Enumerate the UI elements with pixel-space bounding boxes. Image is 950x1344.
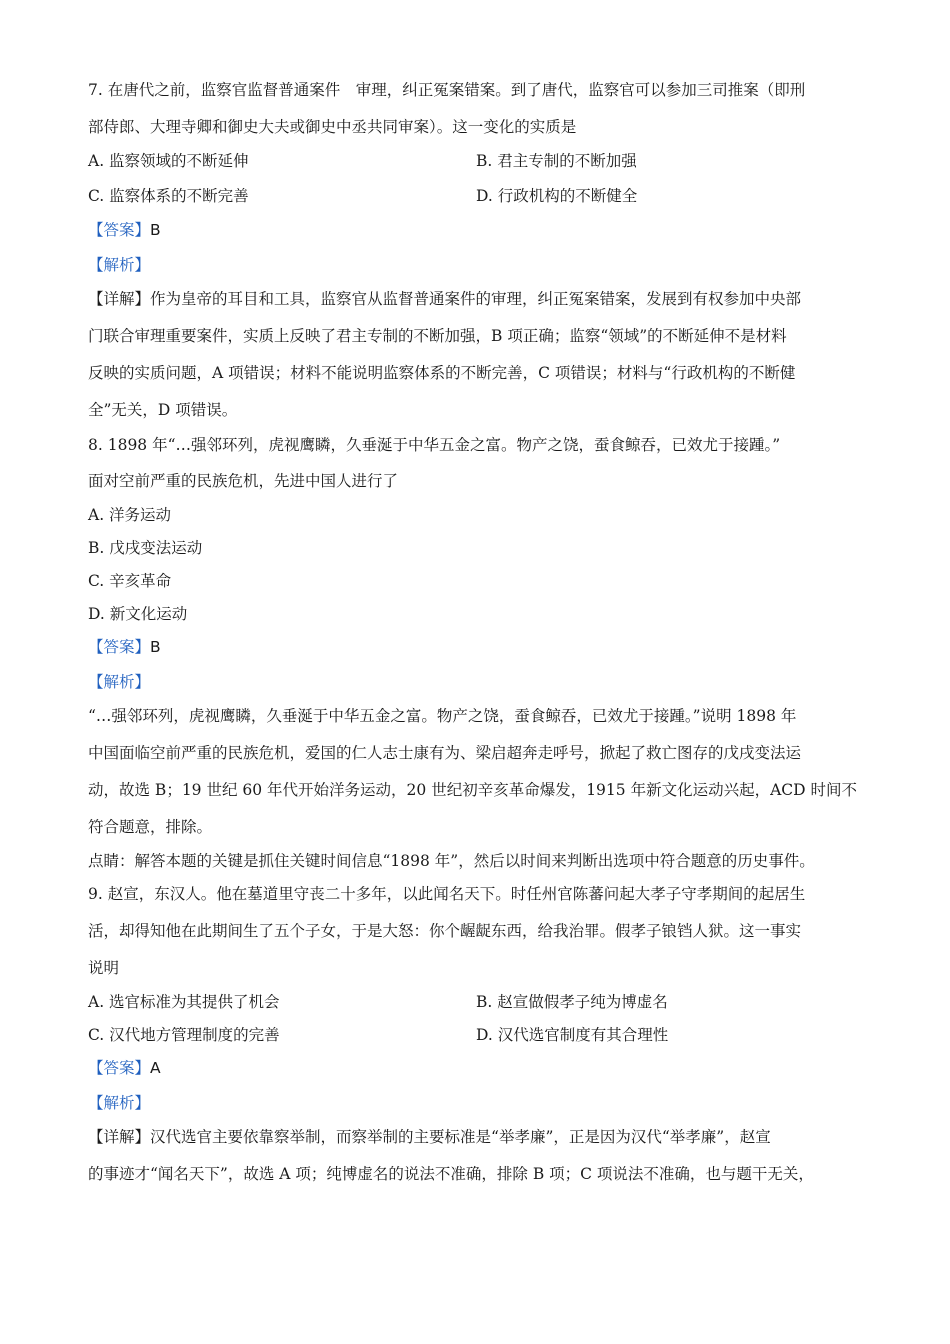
answer-tag: 【答案】: [88, 1059, 151, 1077]
q9-detail-line-2: 的事迹才“闻名天下”，故选 A 项；纯博虚名的说法不准确，排除 B 项；C 项说法不准确，也与题干无关，: [88, 1165, 814, 1183]
q8-analysis-line-3: 动，故选 B；19 世纪 60 年代开始洋务运动，20 世纪初辛亥革命爆发，1915 年新文化运动兴起，ACD 时间不: [88, 781, 857, 799]
q9-stem-line-3: 说明: [88, 959, 120, 977]
q9-option-d: D. 汉代选官制度有其合理性: [476, 1026, 669, 1044]
analysis-tag: 【解析】: [88, 256, 151, 274]
q8-option-b: B. 戊戌变法运动: [88, 539, 203, 557]
q9-analysis-heading: [88, 1093, 150, 1113]
q9-answer: [88, 1058, 161, 1078]
q7-option-d: D. 行政机构的不断健全: [476, 187, 638, 205]
q7-option-c: C. 监察体系的不断完善: [88, 187, 249, 205]
q7-stem-line-1: 7. 在唐代之前，监察官监督普通案件 审理，纠正冤案错案。到了唐代，监察官可以参加三司推案（即刑: [88, 81, 806, 99]
analysis-tag: 【解析】: [88, 673, 151, 691]
analysis-tag: 【解析】: [88, 1094, 151, 1112]
detail-text: 汉代选官主要依靠察举制，而察举制的主要标准是“举孝廉”，正是因为汉代“举孝廉”，赵宣: [150, 1128, 771, 1146]
q7-stem-line-2: 部侍郎、大理寺卿和御史大夫或御史中丞共同审案）。这一变化的实质是: [88, 118, 577, 136]
q9-stem-line-1: 9. 赵宣，东汉人。他在墓道里守丧二十多年，以此闻名天下。时任州官陈蕃问起大孝子守孝期间的起居生: [88, 885, 806, 903]
answer-tag: 【答案】: [88, 638, 151, 656]
q7-detail-line-3: 反映的实质问题，A 项错误；材料不能说明监察体系的不断完善，C 项错误；材料与“行政机构的不断健: [88, 364, 796, 382]
q8-analysis-line-1: “…强邻环列，虎视鹰瞵，久垂涎于中华五金之富。物产之饶，蚕食鲸吞，已效尤于接踵。”说明 1898 年: [88, 707, 797, 725]
answer-value: B: [150, 638, 161, 656]
q7-analysis-heading: [88, 255, 150, 275]
q7-detail-line-4: 全”无关，D 项错误。: [88, 401, 238, 419]
q9-stem-line-2: 活，却得知他在此期间生了五个子女，于是大怒：你个龌龊东西，给我治罪。假孝子锒铛人狱。这一事实: [88, 922, 802, 940]
answer-value: A: [150, 1059, 161, 1077]
q8-option-c: C. 辛亥革命: [88, 572, 172, 590]
q8-option-a: A. 洋务运动: [88, 506, 172, 524]
q9-option-c: C. 汉代地方管理制度的完善: [88, 1026, 280, 1044]
q8-stem-line-1: 8. 1898 年“…强邻环列，虎视鹰瞵，久垂涎于中华五金之富。物产之饶，蚕食鲸吞，已效尤于接踵。”: [88, 436, 781, 454]
q7-answer: [88, 220, 161, 240]
q9-detail-line-1: [88, 1127, 771, 1147]
answer-tag: 【答案】: [88, 221, 151, 239]
answer-value: B: [150, 221, 161, 239]
detail-text: 作为皇帝的耳目和工具，监察官从监督普通案件的审理，纠正冤案错案，发展到有权参加中央部: [150, 290, 802, 308]
q8-comment: 点睛：解答本题的关键是抓住关键时间信息“1898 年”，然后以时间来判断出选项中符合题意的历史事件。: [88, 852, 815, 870]
detail-tag: 【详解】: [88, 290, 151, 308]
q8-answer: [88, 637, 161, 657]
q7-detail-line-1: [88, 289, 801, 309]
q7-option-b: B. 君主专制的不断加强: [476, 152, 637, 170]
q8-analysis-line-4: 符合题意，排除。: [88, 818, 213, 836]
q7-detail-line-2: 门联合审理重要案件，实质上反映了君主专制的不断加强，B 项正确；监察“领域”的不断延伸不是材料: [88, 327, 787, 345]
q8-option-d: D. 新文化运动: [88, 605, 188, 623]
q8-stem-line-2: 面对空前严重的民族危机，先进中国人进行了: [88, 472, 399, 490]
q8-analysis-heading: [88, 672, 150, 692]
q7-option-a: A. 监察领域的不断延伸: [88, 152, 249, 170]
detail-tag: 【详解】: [88, 1128, 151, 1146]
q9-option-a: A. 选官标准为其提供了机会: [88, 993, 280, 1011]
q8-analysis-line-2: 中国面临空前严重的民族危机，爱国的仁人志士康有为、梁启超奔走呼号，掀起了救亡图存的戊戌变法运: [88, 744, 802, 762]
q9-option-b: B. 赵宣做假孝子纯为博虚名: [476, 993, 668, 1011]
